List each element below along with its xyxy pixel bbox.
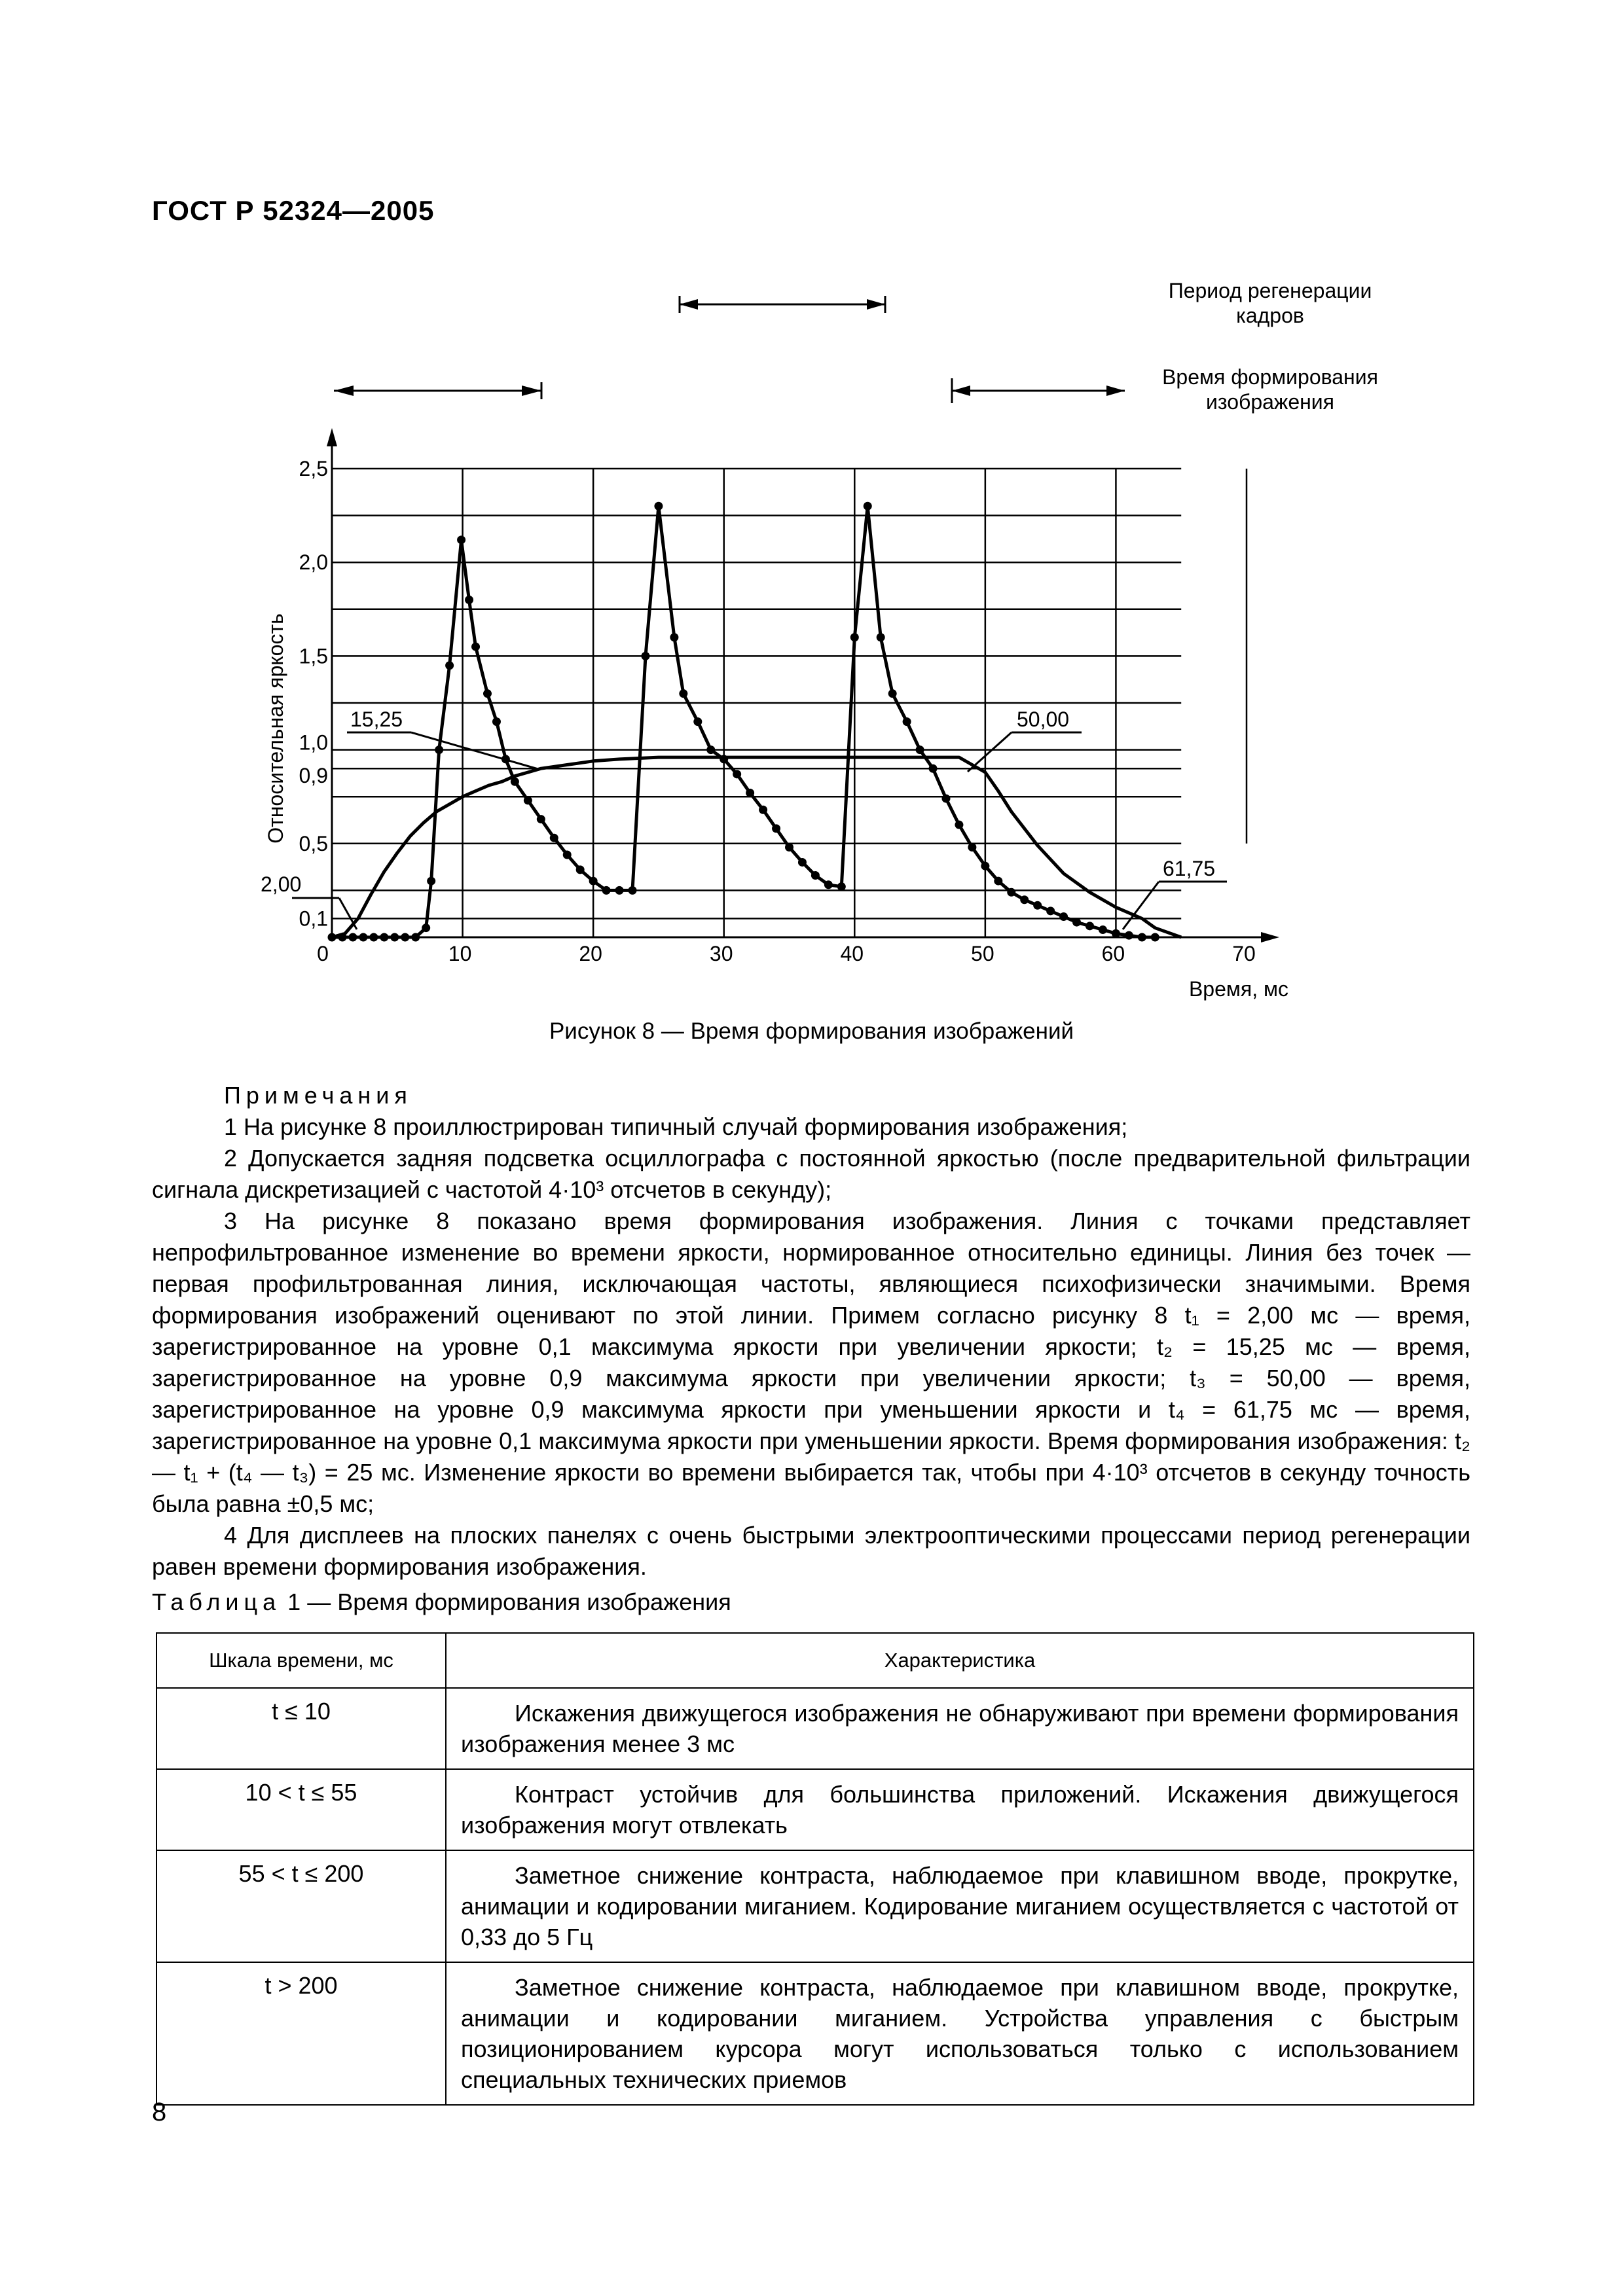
x-tick-label: 70	[1232, 942, 1256, 965]
table-cell-scale: t > 200	[156, 1962, 446, 2105]
data-point	[427, 877, 435, 886]
table-cell-scale: 55 < t ≤ 200	[156, 1850, 446, 1962]
data-point	[537, 815, 545, 823]
data-point	[1020, 895, 1029, 904]
column-header-scale: Шкала времени, мс	[156, 1633, 446, 1688]
notes-section	[152, 1080, 1470, 1583]
data-point	[471, 643, 480, 651]
y-tick-label: 0,1	[299, 906, 328, 931]
notes-heading: Примечания	[224, 1082, 412, 1109]
note-item: 2 Допускается задняя подсветка осциллографа с постоянной яркостью (после предварительной фильтрации сигнала дискретизацией с частотой 4·10³ отсчетов в секунду);	[152, 1145, 1470, 1203]
y-axis-arrow	[327, 428, 337, 446]
response-time-chart	[0, 0, 1623, 1021]
data-point	[445, 661, 454, 670]
data-point	[941, 795, 950, 803]
table-header-row	[156, 1633, 1474, 1688]
data-point	[563, 850, 572, 859]
callout-leaders	[292, 732, 1227, 929]
data-point	[1059, 912, 1068, 921]
table-cell-desc: Контраст устойчив для большинства приложений. Искажения движущегося изображения могут отвлекать	[446, 1769, 1474, 1850]
data-point	[550, 834, 558, 842]
data-point	[670, 633, 678, 641]
x-axis-title: Время, мс	[1188, 977, 1288, 1001]
y-tick-label: 1,5	[299, 644, 328, 668]
data-point	[733, 770, 741, 778]
data-point	[390, 933, 399, 942]
y-tick-label: 2,0	[299, 550, 328, 575]
x-tick-label: 10	[448, 942, 472, 965]
regeneration-period-arrow	[680, 296, 885, 313]
data-point	[629, 886, 637, 895]
table-row	[156, 1850, 1474, 1962]
data-point	[576, 865, 585, 874]
data-point	[864, 502, 872, 511]
table-row	[156, 1962, 1474, 2105]
data-point	[1072, 918, 1081, 927]
data-point	[824, 880, 833, 889]
data-point	[483, 689, 492, 698]
legend-regeneration-line2: кадров	[1236, 304, 1304, 327]
formation-time-arrow-right	[952, 378, 1125, 403]
x-tick-label: 20	[579, 942, 602, 965]
data-point	[798, 858, 807, 867]
data-point	[348, 933, 357, 942]
column-header-characteristic: Характеристика	[446, 1633, 1474, 1688]
x-axis-arrow	[1261, 932, 1279, 942]
data-point	[850, 633, 859, 641]
note-item: 1 На рисунке 8 проиллюстрирован типичный случай формирования изображения;	[224, 1113, 1128, 1140]
figure-caption: Рисунок 8 — Время формирования изображений	[549, 1018, 1074, 1044]
data-point	[994, 877, 1002, 886]
x-tick-label: 50	[971, 942, 994, 965]
data-point	[435, 745, 443, 754]
data-point	[772, 824, 780, 833]
table-caption-text: 1 — Время формирования изображения	[287, 1588, 731, 1615]
data-point	[422, 924, 430, 932]
data-point	[401, 933, 409, 942]
table-row	[156, 1769, 1474, 1850]
legend-regeneration-line1: Период регенерации	[1168, 279, 1372, 302]
data-point	[811, 871, 820, 880]
table-cell-scale: t ≤ 10	[156, 1688, 446, 1769]
table-cell-desc: Заметное снижение контраста, наблюдаемое при клавишном вводе, прокрутке, анимации и кодировании миганием. Кодирование миганием осуществляется с частотой от 0,33 до 5 Гц	[446, 1850, 1474, 1962]
y-tick-label: 1,0	[299, 730, 328, 755]
data-point	[746, 789, 754, 797]
data-point	[679, 689, 687, 698]
data-point	[492, 717, 501, 726]
data-point	[888, 689, 897, 698]
page-number: 8	[152, 2098, 167, 2126]
data-point	[877, 633, 885, 641]
data-point	[981, 862, 989, 870]
data-point	[589, 877, 598, 886]
data-point	[1138, 933, 1146, 942]
data-point	[1099, 925, 1107, 934]
data-point	[465, 596, 473, 604]
data-point	[955, 821, 963, 829]
table-caption	[152, 1588, 731, 1616]
data-point	[457, 535, 465, 544]
x-tick-label: 30	[709, 942, 733, 965]
data-point	[359, 933, 367, 942]
data-point	[602, 886, 611, 895]
data-point	[411, 933, 420, 942]
formation-time-arrow-left	[334, 382, 541, 399]
table-cell-desc: Заметное снижение контраста, наблюдаемое при клавишном вводе, прокрутке, анимации и кодировании миганием. Устройства управления с быстрым позиционированием курсора могут использоваться только с использованием специальных технических приемов	[446, 1962, 1474, 2105]
data-point	[785, 843, 793, 852]
table-row	[156, 1688, 1474, 1769]
y-tick-label: 2,5	[299, 457, 328, 480]
data-point	[693, 717, 702, 726]
data-point	[1151, 933, 1159, 942]
data-point	[1085, 922, 1094, 930]
y-axis-title: Относительная яркость	[264, 613, 287, 844]
data-point	[1033, 901, 1042, 910]
response-time-table	[156, 1632, 1474, 2106]
data-point	[380, 933, 388, 942]
data-point	[615, 886, 624, 895]
annotation-t1: 2,00	[261, 872, 302, 896]
data-point	[1125, 931, 1133, 940]
annotation-t2: 15,25	[350, 708, 403, 731]
data-point	[1112, 929, 1120, 938]
table-cell-scale: 10 < t ≤ 55	[156, 1769, 446, 1850]
y-tick-label: 0,5	[299, 831, 328, 855]
note-item: 4 Для дисплеев на плоских панелях с очень быстрыми электрооптическими процессами период регенерации равен времени формирования изображения.	[152, 1522, 1470, 1580]
document-header-title: ГОСТ Р 52324—2005	[152, 195, 435, 226]
data-point	[1007, 888, 1015, 897]
data-point	[968, 843, 976, 852]
data-point	[706, 745, 715, 754]
table-cell-desc: Искажения движущегося изображения не обнаруживают при времени формирования изображения менее 3 мс	[446, 1688, 1474, 1769]
data-point	[903, 717, 911, 726]
note-item: 3 На рисунке 8 показано время формирования изображения. Линия с точками представляет непрофильтрованное изменение во времени яркости, нормированное относительно единицы. Линия без точек — первая профильтрованная линия, исключающая частоты, являющиеся психофизически значимыми. Время формирования изображений оценивают по этой линии. Примем согласно рисунку 8 t₁ = 2,00 мс — время, зарегистрированное на уровне 0,1 максимума яркости при увеличении яркости; t₂ = 15,25 мс — время, зарегистрированное на уровне 0,9 максимума яркости при увеличении яркости; t₃ = 50,00 — время, зарегистрированное на уровне 0,9 максимума яркости при уменьшении яркости и t₄ = 61,75 мс — время, зарегистрированное на уровне 0,1 максимума яркости при уменьшении яркости. Время формирования изображения: t₂ — t₁ + (t₄ — t₃) = 25 мс. Изменение яркости во времени выбирается так, чтобы при 4·10³ отсчетов в секунду точность была равна ±0,5 мс;	[152, 1208, 1470, 1517]
x-tick-label: 60	[1101, 942, 1125, 965]
x-tick-label: 40	[840, 942, 864, 965]
legend-formation-line2: изображения	[1206, 390, 1334, 414]
annotation-t3: 50,00	[1017, 708, 1070, 731]
data-point	[759, 806, 767, 814]
data-point	[837, 882, 846, 891]
data-point	[654, 502, 663, 511]
data-point	[524, 796, 532, 804]
data-point	[1046, 906, 1055, 915]
x-tick-label: 0	[317, 942, 329, 965]
legend-formation-line1: Время формирования	[1162, 365, 1378, 389]
data-point	[916, 745, 924, 754]
data-point	[641, 652, 649, 660]
table-caption-prefix: Таблица	[152, 1588, 282, 1615]
annotation-t4: 61,75	[1163, 857, 1216, 880]
y-tick-label: 0,9	[299, 764, 328, 788]
data-point	[369, 933, 378, 942]
data-point	[929, 764, 938, 773]
